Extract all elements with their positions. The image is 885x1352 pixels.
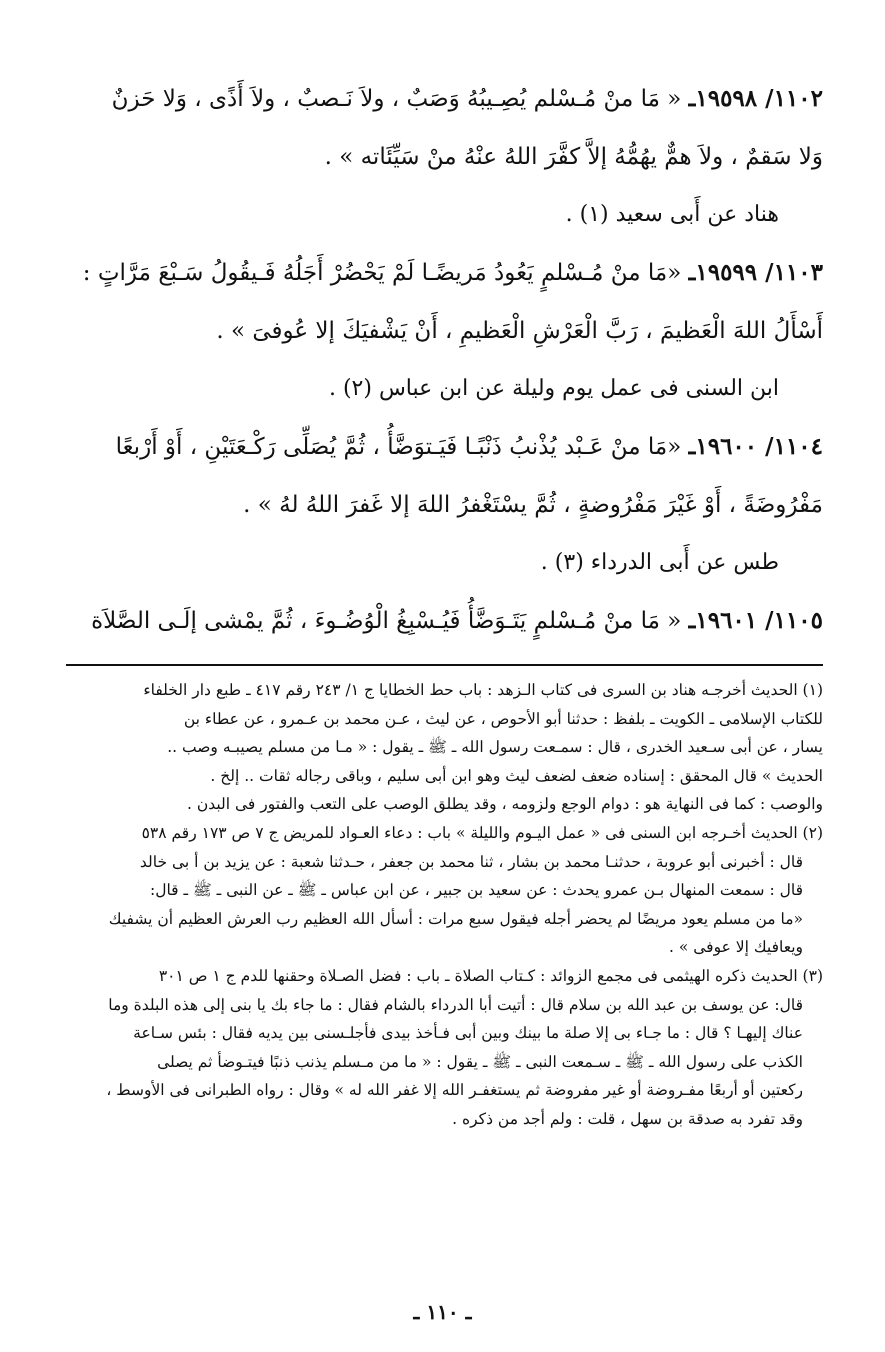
footnote-divider [66,664,823,666]
hadith-line [63,70,823,128]
hadith-number: ١١٠٤/ ١٩٦٠٠ـ [688,433,823,460]
footnote-line: ركعتين أو أربعًا مفـروضة أو غير مفروضة ثم يستغفـر الله إلا غفر الله له » وقال : رواه الطبرانى فى الأوسط ، [106,1081,803,1100]
footnote-line: ويعافيك إلا عوفى » . [669,938,803,957]
hadith-1102 [63,70,823,186]
hadith-source: ابن السنى فى عمل يوم وليلة عن ابن عباس (٢) . [328,376,779,401]
footnote-line: والوصب : كما فى النهاية هو : دوام الوجع ولزومه ، وقد يطلق الوصب على التعب والفتور فى البدن . [187,795,823,814]
main-text [63,70,823,650]
footnote-2 [63,819,823,962]
page-number: ـ ١١٠ ـ [413,1300,472,1324]
hadith-text: «مَا منْ عَـبْد يُذْنبُ ذَنْبًـا فَيَـتوَضَّأُ ، ثُمَّ يُصَلِّى رَكْـعَتَيْنِ ، أَوْ أَرْبعًا [115,434,682,460]
footnote-line: «ما من مسلم يعود مريضًا لم يحضر أجله فيقول سبع مرات : أسأل الله العظيم رب العرش العظيم أن يشفيك [108,909,803,928]
hadith-1104 [63,418,823,534]
hadith-number: ١١٠٢/ ١٩٥٩٨ـ [688,85,823,112]
hadith-1105 [63,592,823,650]
hadith-source: هناد عن أَبى سعيد (١) . [565,202,779,227]
hadith-line: أَسْأَلُ اللهَ الْعَظيمَ ، رَبَّ الْعَرْشِ الْعَظيمِ ، أَنْ يَشْفيَكَ إلا عُوفىَ » . [216,318,823,344]
footnote-1 [63,676,823,819]
footnote-line: (٢) الحديث أخـرجه ابن السنى فى « عمل اليـوم والليلة » باب : دعاء العـواد للمريض ج ٧ ص ١٧٣ رقم ٥٣٨ [141,823,823,842]
footnote-line: الكذب على رسول الله ـ ﷺ ـ سـمعت النبى ـ ﷺ ـ يقول : « ما من مـسلم يذنب ذنبًا فيتـوضأ ثم يصلى [157,1052,803,1071]
hadith-line: وَلا سَقمٌ ، ولاَ همٌّ يهُمُّهُ إلاَّ كفَّرَ اللهُ عنْهُ منْ سَيِّئَاته » . [324,144,823,170]
footnote-line: (١) الحديث أخرجـه هناد بن السرى فى كتاب الـزهد : باب حط الخطايا ج ١/ ٢٤٣ رقم ٤١٧ ـ طبع دار الخلفاء [143,681,823,699]
hadith-text: «مَا منْ مُـسْلمٍ يَعُودُ مَريضًـا لَمْ يَحْضُرْ أَجَلُهُ فَـيقُولُ سَـبْعَ مَرَّاتٍ : [82,260,682,286]
hadith-text: « مَا منْ مُـسْلم يُصِـيبُهُ وَصَبٌ ، ولاَ نَـصبٌ ، ولاَ أَذًى ، وَلا حَزنٌ [111,86,682,112]
hadith-line [63,418,823,476]
hadith-line [63,592,823,650]
hadith-number: ١١٠٥/ ١٩٦٠١ـ [688,607,823,634]
footnote-line: (٣) الحديث ذكره الهيثمى فى مجمع الزوائد : كـتاب الصلاة ـ باب : فضل الصـلاة وحقنها للدم ج ١ ص ٣٠١ [158,966,823,985]
hadith-1103 [63,244,823,360]
footnote-line: قال : سمعت المنهال بـن عمرو يحدث : عن سعيد بن جبير ، عن ابن عباس ـ ﷺ ـ عن النبى ـ ﷺ ـ قال: [149,881,803,900]
footnotes [63,676,823,1134]
hadith-line [63,244,823,302]
hadith-line: مَفْرُوضَةً ، أَوْ غَيْرَ مَفْرُوضةٍ ، ثُمَّ يسْتَغْفرُ اللهَ إلا غَفرَ اللهُ لهُ » . [243,492,823,518]
hadith-source: طس عن أَبى الدرداء (٣) . [540,550,779,575]
hadith-text: « مَا منْ مُـسْلمٍ يَتَـوَضَّأُ فَيُـسْبِغُ الْوُضُـوءَ ، ثُمَّ يمْشى إلَـى الصَّلاَة [91,608,682,634]
footnote-line: عناك إليهـا ؟ قال : ما جـاء بى إلا صلة ما بينك وبين أبى فـأخذ بيدى فأجلـسنى بين يديه فقال : بئس سـاعة [133,1024,803,1043]
footnote-line: يسار ، عن أبى سـعيد الخدرى ، قال : سمـعت رسول الله ـ ﷺ ـ يقول : « مـا من مسلم يصيبـه وصب .. [167,738,823,757]
footnote-line: وقد تفرد به صدقة بن سهل ، قلت : ولم أجد من ذكره . [452,1109,803,1128]
footnote-line: قال: عن يوسف بن عبد الله بن سلام قال : أتيت أبا الدرداء بالشام فقال : ما جاء بك يا بنى إلى هذه البلدة وما [108,995,803,1014]
footnote-line: للكتاب الإسلامى ـ الكويت ـ بلفظ : حدثنا أبو الأحوص ، عن ليث ، عـن محمد بن عـمرو ، عن عطاء بن [183,709,823,728]
footnote-3 [63,962,823,1134]
footnote-line: قال : أخبرنى أبو عروبة ، حدثنـا محمد بن بشار ، ثنا محمد بن جعفر ، حـدثنا شعبة : عن يزيد بن أ بى خالد [139,852,803,871]
hadith-number: ١١٠٣/ ١٩٥٩٩ـ [688,259,823,286]
footnote-line: الحديث » قال المحقق : إسناده ضعف لضعف ليث وهو ابن أبى سليم ، وباقى رجاله ثقات .. إلخ . [210,766,823,785]
